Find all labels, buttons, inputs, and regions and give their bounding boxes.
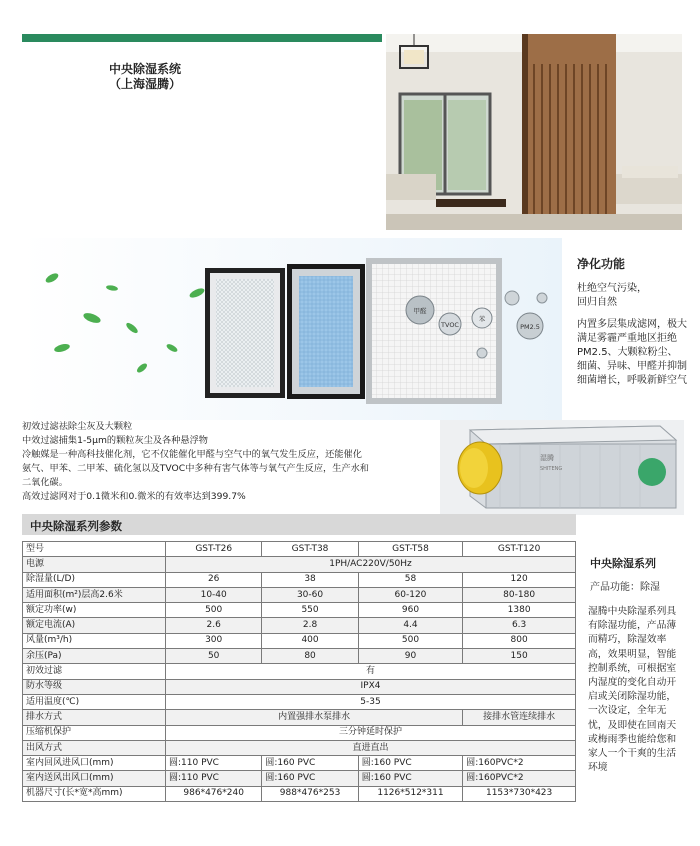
cell-model: GST-T38 (262, 542, 358, 557)
filter-line: 冷触媒是一种高科技催化剂，它不仅能催化甲醛与空气中的氧气发生反应，还能催化 (22, 449, 362, 460)
table-row (23, 542, 576, 557)
filter-line: 氨气、甲苯、二甲苯、硫化氢以及TVOC中多种有害气体等与氧气产生反应，生产水和 (22, 463, 369, 474)
table-row (23, 710, 576, 725)
table-row (23, 664, 576, 679)
table-row (23, 694, 576, 709)
pm25-label: PM2.5 (520, 323, 540, 331)
tvoc-label: TVOC (441, 321, 459, 329)
cell-value: 38 (262, 572, 358, 587)
cell-value: 6.3 (463, 618, 576, 633)
cell-value: 80-180 (463, 587, 576, 602)
table-row (23, 557, 576, 572)
cell-value: 80 (262, 649, 358, 664)
cell-value: 150 (463, 649, 576, 664)
cell-value: 986*476*240 (166, 786, 262, 801)
benzene-label: 苯 (478, 315, 486, 323)
cell-label: 适用面积(m²)层高2.6米 (23, 587, 166, 602)
cell-label: 出风方式 (23, 740, 166, 755)
cell-label: 机器尺寸(长*宽*高mm) (23, 786, 166, 801)
cell-value: 400 (262, 633, 358, 648)
cell-value: 800 (463, 633, 576, 648)
cell-value: 1126*512*311 (358, 786, 463, 801)
living-room-photo (386, 34, 682, 230)
table-row (23, 649, 576, 664)
cell-label: 适用温度(℃) (23, 694, 166, 709)
cell-value: 500 (358, 633, 463, 648)
cell-value: 圆:160 PVC (358, 756, 463, 771)
cell-value: 50 (166, 649, 262, 664)
cell-label: 型号 (23, 542, 166, 557)
cell-value: 500 (166, 603, 262, 618)
cell-value: 4.4 (358, 618, 463, 633)
filter-line: 中效过滤捕集1-5μm的颗粒灰尘及各种悬浮物 (22, 435, 208, 446)
spec-table (22, 541, 576, 802)
cell-value: 10-40 (166, 587, 262, 602)
cell-label: 室内送风出风口(mm) (23, 771, 166, 786)
table-row (23, 603, 576, 618)
dehumidifier-product-image (440, 420, 684, 515)
series-title: 中央除湿系列 (590, 557, 656, 570)
cell-value: 圆:110 PVC (166, 756, 262, 771)
cell-value: 550 (262, 603, 358, 618)
green-badge-icon (638, 458, 666, 486)
cell-value: 1380 (463, 603, 576, 618)
table-row (23, 740, 576, 755)
purify-sub-line2: 回归自然 (577, 297, 617, 308)
cell-model: GST-T26 (166, 542, 262, 557)
cell-model: GST-T58 (358, 542, 463, 557)
cell-value: 960 (358, 603, 463, 618)
series-description: 湿腾中央除湿系列具有除湿功能，产品薄而精巧，除湿效率高，效果明显，智能控制系统，可根据室内湿度的变化自动开启或关闭除湿功能，一次设定，全年无忧，及即使在回南天或梅雨季也能给您和家人一个干爽的生活环境 (588, 606, 677, 774)
device-brand: 湿腾 (540, 454, 554, 462)
formaldehyde-label: 甲醛 (413, 307, 427, 315)
cell-value: 圆:160PVC*2 (463, 756, 576, 771)
table-row (23, 633, 576, 648)
cell-value: 圆:160 PVC (358, 771, 463, 786)
cell-label: 余压(Pa) (23, 649, 166, 664)
table-row (23, 679, 576, 694)
filter-line: 二氧化碳。 (22, 477, 68, 488)
cell-label: 压缩机保护 (23, 725, 166, 740)
filter-layers-illustration (22, 238, 562, 420)
cell-value: 58 (358, 572, 463, 587)
series-function: 产品功能：除湿 (590, 582, 660, 593)
cell-label: 额定电流(A) (23, 618, 166, 633)
cell-value: 1PH/AC220V/50Hz (166, 557, 576, 572)
cell-value: 圆:160 PVC (262, 771, 358, 786)
title-sub: （上海湿腾） (108, 77, 181, 91)
cell-label: 排水方式 (23, 710, 166, 725)
cell-label: 除湿量(L/D) (23, 572, 166, 587)
cell-label: 防水等级 (23, 679, 166, 694)
cell-value: 5-35 (166, 694, 576, 709)
top-accent-bar (22, 34, 382, 42)
table-title: 中央除湿系列参数 (30, 519, 122, 533)
cell-value: IPX4 (166, 679, 576, 694)
cell-value: 圆:160 PVC (262, 756, 358, 771)
cell-value: 90 (358, 649, 463, 664)
device-brand-en: SHITENG (540, 466, 563, 472)
table-row (23, 587, 576, 602)
purify-subtitle (577, 282, 647, 310)
cell-label: 额定功率(w) (23, 603, 166, 618)
title-main: 中央除湿系统 (108, 62, 181, 76)
filter-description (22, 420, 432, 504)
cell-value: 26 (166, 572, 262, 587)
filter-line: 高效过滤网对于0.1微米和0.微米的有效率达到399.7% (22, 491, 246, 502)
cell-value: 300 (166, 633, 262, 648)
table-row (23, 786, 576, 801)
table-row (23, 725, 576, 740)
cell-value: 内置强排水泵排水 (166, 710, 463, 725)
purify-description: 内置多层集成滤网，极大满足雾霾严重地区拒绝PM2.5、大颗粒粉尘、细菌、异味、甲醛并抑制细菌增长，呼吸新鲜空气 (577, 319, 687, 386)
cell-value: 60-120 (358, 587, 463, 602)
cell-value: 120 (463, 572, 576, 587)
cell-value: 三分钟延时保护 (166, 725, 576, 740)
filter-line: 初效过滤祛除尘灰及大颗粒 (22, 421, 133, 432)
cell-value: 30-60 (262, 587, 358, 602)
purify-sub-line1: 杜绝空气污染， (577, 283, 647, 294)
cell-value: 2.6 (166, 618, 262, 633)
cell-label: 风量(m³/h) (23, 633, 166, 648)
table-row (23, 756, 576, 771)
table-row (23, 618, 576, 633)
table-row (23, 771, 576, 786)
cell-value: 圆:160PVC*2 (463, 771, 576, 786)
cell-label: 初效过滤 (23, 664, 166, 679)
cell-value: 圆:110 PVC (166, 771, 262, 786)
cell-value: 有 (166, 664, 576, 679)
cell-value: 接排水管连续排水 (463, 710, 576, 725)
purify-title: 净化功能 (577, 257, 626, 271)
cell-value: 1153*730*423 (463, 786, 576, 801)
page-title (0, 62, 290, 92)
cell-label: 室内回风进风口(mm) (23, 756, 166, 771)
cell-value: 2.8 (262, 618, 358, 633)
cell-value: 直进直出 (166, 740, 576, 755)
cell-label: 电源 (23, 557, 166, 572)
table-row (23, 572, 576, 587)
cell-model: GST-T120 (463, 542, 576, 557)
cell-value: 988*476*253 (262, 786, 358, 801)
